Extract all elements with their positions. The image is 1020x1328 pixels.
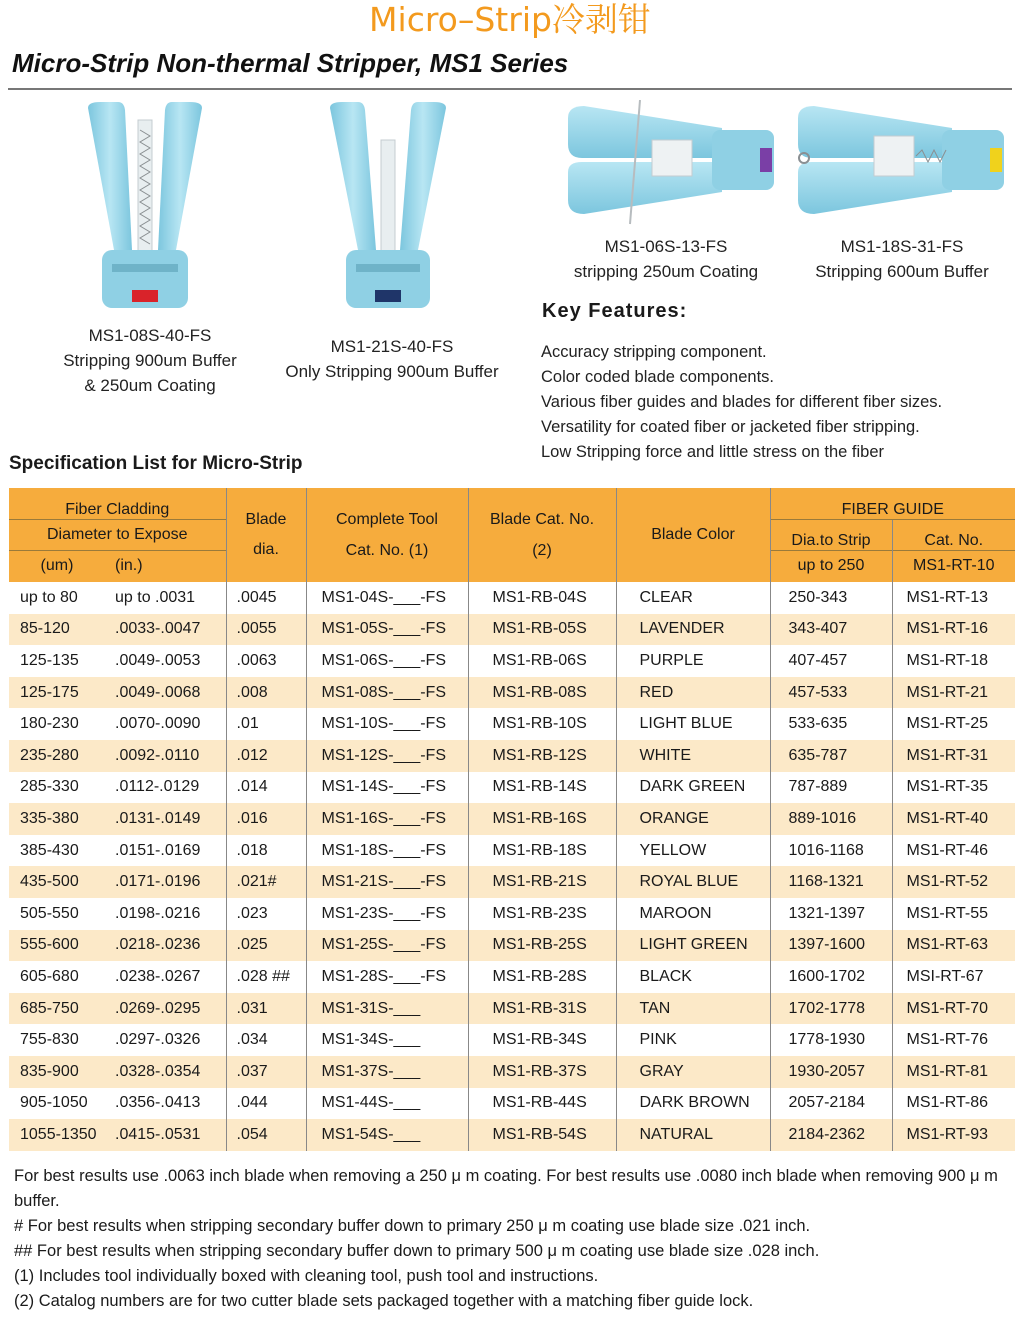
cell-complete-tool-cat: MS1-10S-___-FS — [306, 708, 468, 740]
cell-dia-to-strip: 635-787 — [770, 740, 892, 772]
feature-item: Various fiber guides and blades for different fiber sizes. — [541, 393, 943, 411]
cell-dia-to-strip: 1321-1397 — [770, 898, 892, 930]
cell-dia-to-strip: 787-889 — [770, 772, 892, 804]
cell-guide-cat: MS1-RT-46 — [892, 835, 1015, 867]
cell-guide-cat: MS1-RT-40 — [892, 803, 1015, 835]
table-row — [9, 803, 1015, 835]
tool-model: MS1-21S-40-FS — [330, 337, 454, 356]
header-fiber-guide: FIBER GUIDE — [770, 488, 1015, 519]
cell-cladding-in: .0131-.0149 — [105, 803, 226, 835]
cell-guide-cat: MS1-RT-86 — [892, 1088, 1015, 1120]
cell-complete-tool-cat: MS1-14S-___-FS — [306, 772, 468, 804]
cell-cladding-um: 125-175 — [9, 677, 105, 709]
cell-blade-color: ROYAL BLUE — [616, 866, 770, 898]
tool-caption-3 — [556, 234, 776, 284]
cell-blade-cat: MS1-RB-08S — [468, 677, 616, 709]
table-row — [9, 1056, 1015, 1088]
blade-color-marker — [990, 148, 1002, 172]
header-blade-cat-line1: Blade Cat. No. — [489, 511, 595, 528]
cell-blade-color: DARK GREEN — [616, 772, 770, 804]
cell-complete-tool-cat: MS1-25S-___-FS — [306, 930, 468, 962]
footnote: # For best results when stripping secondary buffer down to primary 250 μ m coating use blade size .021 inch. — [14, 1217, 811, 1235]
spec-table — [9, 488, 1015, 1151]
cell-blade-color: GRAY — [616, 1056, 770, 1088]
cell-cladding-um: 285-330 — [9, 772, 105, 804]
cell-blade-color: RED — [616, 677, 770, 709]
footnote: For best results use .0063 inch blade when removing a 250 μ m coating. For best results use .0080 inch blade when removing 900 μ m buffer. — [14, 1167, 998, 1210]
cell-blade-dia: .023 — [226, 898, 306, 930]
table-row — [9, 1024, 1015, 1056]
cell-blade-cat: MS1-RB-21S — [468, 866, 616, 898]
header-blade-dia-line2: dia. — [253, 541, 279, 558]
cell-blade-color: DARK BROWN — [616, 1088, 770, 1120]
cell-complete-tool-cat: MS1-34S-___ — [306, 1024, 468, 1056]
spec-table-body — [9, 582, 1015, 1151]
cell-blade-cat: MS1-RB-37S — [468, 1056, 616, 1088]
tool-model: MS1-06S-13-FS — [604, 237, 728, 256]
cell-blade-color: LIGHT GREEN — [616, 930, 770, 962]
cell-blade-dia: .037 — [226, 1056, 306, 1088]
cell-blade-dia: .054 — [226, 1119, 306, 1151]
cell-cladding-um: 835-900 — [9, 1056, 105, 1088]
header-blade-cat — [468, 488, 616, 582]
cell-blade-color: YELLOW — [616, 835, 770, 867]
header-up-to-250: up to 250 — [770, 550, 892, 582]
cell-complete-tool-cat: MS1-04S-___-FS — [306, 582, 468, 614]
cell-complete-tool-cat: MS1-54S-___ — [306, 1119, 468, 1151]
table-row — [9, 866, 1015, 898]
tool-description: Only Stripping 900um Buffer — [285, 362, 499, 381]
cell-complete-tool-cat: MS1-44S-___ — [306, 1088, 468, 1120]
header-blade-color: Blade Color — [616, 488, 770, 582]
cell-blade-dia: .0063 — [226, 645, 306, 677]
tool-description: Stripping 900um Buffer — [63, 351, 237, 370]
cell-complete-tool-cat: MS1-23S-___-FS — [306, 898, 468, 930]
cell-cladding-um: up to 80 — [9, 582, 105, 614]
cell-blade-cat: MS1-RB-31S — [468, 993, 616, 1025]
table-row — [9, 1119, 1015, 1151]
cell-dia-to-strip: 1600-1702 — [770, 961, 892, 993]
cell-complete-tool-cat: MS1-08S-___-FS — [306, 677, 468, 709]
cell-cladding-um: 555-600 — [9, 930, 105, 962]
cell-dia-to-strip: 1702-1778 — [770, 993, 892, 1025]
cell-complete-tool-cat: MS1-05S-___-FS — [306, 614, 468, 646]
cell-dia-to-strip: 457-533 — [770, 677, 892, 709]
tool-description: & 250um Coating — [84, 376, 216, 395]
cell-guide-cat: MS1-RT-76 — [892, 1024, 1015, 1056]
tool-description: stripping 250um Coating — [573, 262, 759, 281]
cell-blade-color: NATURAL — [616, 1119, 770, 1151]
header-blade-cat-line2: (2) — [532, 542, 552, 559]
table-row — [9, 645, 1015, 677]
header-cat-no-value: MS1-RT-10 — [892, 550, 1015, 582]
cell-cladding-in: .0070-.0090 — [105, 708, 226, 740]
cell-blade-cat: MS1-RB-44S — [468, 1088, 616, 1120]
cell-blade-cat: MS1-RB-14S — [468, 772, 616, 804]
cell-cladding-in: .0049-.0053 — [105, 645, 226, 677]
cell-cladding-in: .0269-.0295 — [105, 993, 226, 1025]
cell-dia-to-strip: 1168-1321 — [770, 866, 892, 898]
cell-cladding-in: .0049-.0068 — [105, 677, 226, 709]
cell-blade-cat: MS1-RB-54S — [468, 1119, 616, 1151]
feature-item: Versatility for coated fiber or jacketed fiber stripping. — [541, 418, 920, 436]
cell-blade-color: MAROON — [616, 898, 770, 930]
cell-cladding-um: 1055-1350 — [9, 1119, 105, 1151]
cell-cladding-um: 505-550 — [9, 898, 105, 930]
cell-cladding-in: .0151-.0169 — [105, 835, 226, 867]
cell-blade-color: BLACK — [616, 961, 770, 993]
feature-item: Accuracy stripping component. — [541, 343, 767, 361]
cell-blade-cat: MS1-RB-28S — [468, 961, 616, 993]
cell-blade-dia: .034 — [226, 1024, 306, 1056]
cell-cladding-um: 905-1050 — [9, 1088, 105, 1120]
header-blade-dia — [226, 488, 306, 582]
cell-cladding-in: .0356-.0413 — [105, 1088, 226, 1120]
cell-cladding-um: 755-830 — [9, 1024, 105, 1056]
cell-guide-cat: MS1-RT-93 — [892, 1119, 1015, 1151]
header-dia-to-strip: Dia.to Strip — [770, 519, 892, 550]
cell-dia-to-strip: 343-407 — [770, 614, 892, 646]
table-row — [9, 740, 1015, 772]
cell-guide-cat: MS1-RT-25 — [892, 708, 1015, 740]
cell-cladding-in: .0297-.0326 — [105, 1024, 226, 1056]
header-diameter-to-expose: Diameter to Expose — [9, 519, 226, 550]
cell-dia-to-strip: 250-343 — [770, 582, 892, 614]
header-in: (in.) — [105, 550, 226, 582]
cell-cladding-um: 235-280 — [9, 740, 105, 772]
header-complete-tool-line2: Cat. No. (1) — [345, 542, 429, 559]
cell-cladding-um: 685-750 — [9, 993, 105, 1025]
footnotes — [14, 1164, 1014, 1314]
cell-cladding-um: 125-135 — [9, 645, 105, 677]
table-row — [9, 772, 1015, 804]
cell-cladding-um: 335-380 — [9, 803, 105, 835]
cell-blade-dia: .044 — [226, 1088, 306, 1120]
cell-cladding-in: .0238-.0267 — [105, 961, 226, 993]
cell-blade-dia: .031 — [226, 993, 306, 1025]
header-complete-tool — [306, 488, 468, 582]
blade-color-marker — [132, 290, 158, 302]
cell-cladding-in: .0328-.0354 — [105, 1056, 226, 1088]
cell-dia-to-strip: 1016-1168 — [770, 835, 892, 867]
tool-caption-1 — [30, 323, 270, 398]
cell-cladding-in: .0218-.0236 — [105, 930, 226, 962]
cell-dia-to-strip: 533-635 — [770, 708, 892, 740]
cell-guide-cat: MS1-RT-63 — [892, 930, 1015, 962]
table-row — [9, 961, 1015, 993]
table-row — [9, 930, 1015, 962]
cell-blade-color: LIGHT BLUE — [616, 708, 770, 740]
cell-blade-color: LAVENDER — [616, 614, 770, 646]
cell-blade-cat: MS1-RB-18S — [468, 835, 616, 867]
cell-blade-dia: .012 — [226, 740, 306, 772]
table-row — [9, 614, 1015, 646]
tool-image-ms1-21s — [318, 100, 458, 315]
cell-blade-dia: .016 — [226, 803, 306, 835]
cell-blade-dia: .0045 — [226, 582, 306, 614]
title-divider — [8, 88, 1012, 90]
cell-blade-color: WHITE — [616, 740, 770, 772]
table-row — [9, 1088, 1015, 1120]
cell-cladding-in: .0415-.0531 — [105, 1119, 226, 1151]
table-row — [9, 582, 1015, 614]
cell-blade-cat: MS1-RB-06S — [468, 645, 616, 677]
cell-complete-tool-cat: MS1-28S-___-FS — [306, 961, 468, 993]
table-row — [9, 708, 1015, 740]
cell-blade-color: TAN — [616, 993, 770, 1025]
cell-guide-cat: MSI-RT-67 — [892, 961, 1015, 993]
cell-dia-to-strip: 1930-2057 — [770, 1056, 892, 1088]
cell-blade-dia: .014 — [226, 772, 306, 804]
cell-blade-dia: .021# — [226, 866, 306, 898]
cell-guide-cat: MS1-RT-31 — [892, 740, 1015, 772]
product-subtitle: Micro-Strip Non-thermal Stripper, MS1 Series — [12, 48, 569, 78]
cell-dia-to-strip: 1778-1930 — [770, 1024, 892, 1056]
footnote: (1) Includes tool individually boxed with cleaning tool, push tool and instructions. — [14, 1267, 599, 1285]
cell-blade-dia: .0055 — [226, 614, 306, 646]
cell-cladding-in: .0092-.0110 — [105, 740, 226, 772]
cell-complete-tool-cat: MS1-16S-___-FS — [306, 803, 468, 835]
cell-complete-tool-cat: MS1-18S-___-FS — [306, 835, 468, 867]
spec-list-title: Specification List for Micro-Strip — [9, 453, 303, 474]
cell-dia-to-strip: 407-457 — [770, 645, 892, 677]
footnote: (2) Catalog numbers are for two cutter blade sets packaged together with a matching fiber guide lock. — [14, 1292, 754, 1310]
key-features-heading: Key Features: — [542, 300, 688, 322]
cell-cladding-um: 605-680 — [9, 961, 105, 993]
cell-dia-to-strip: 1397-1600 — [770, 930, 892, 962]
cell-cladding-in: .0198-.0216 — [105, 898, 226, 930]
tool-image-ms1-18s — [792, 100, 1012, 225]
cell-blade-color: ORANGE — [616, 803, 770, 835]
cell-blade-cat: MS1-RB-25S — [468, 930, 616, 962]
tool-image-ms1-06s — [562, 100, 782, 225]
cell-complete-tool-cat: MS1-31S-___ — [306, 993, 468, 1025]
cell-guide-cat: MS1-RT-21 — [892, 677, 1015, 709]
tool-description: Stripping 600um Buffer — [815, 262, 989, 281]
cell-complete-tool-cat: MS1-12S-___-FS — [306, 740, 468, 772]
cell-cladding-um: 85-120 — [9, 614, 105, 646]
cell-blade-color: CLEAR — [616, 582, 770, 614]
cell-blade-color: PURPLE — [616, 645, 770, 677]
header-um: (um) — [9, 550, 105, 582]
cell-cladding-um: 180-230 — [9, 708, 105, 740]
cell-guide-cat: MS1-RT-35 — [892, 772, 1015, 804]
table-row — [9, 835, 1015, 867]
cell-complete-tool-cat: MS1-37S-___ — [306, 1056, 468, 1088]
cell-blade-cat: MS1-RB-10S — [468, 708, 616, 740]
tool-model: MS1-18S-31-FS — [840, 237, 964, 256]
header-complete-tool-line1: Complete Tool — [336, 511, 438, 528]
cell-cladding-in: .0112-.0129 — [105, 772, 226, 804]
cell-guide-cat: MS1-RT-70 — [892, 993, 1015, 1025]
cell-dia-to-strip: 2184-2362 — [770, 1119, 892, 1151]
page-title: Micro–Strip冷剥钳 — [369, 0, 651, 39]
cell-dia-to-strip: 889-1016 — [770, 803, 892, 835]
key-features-list — [541, 340, 942, 465]
cell-complete-tool-cat: MS1-06S-___-FS — [306, 645, 468, 677]
header-fiber-cladding: Fiber Cladding — [9, 488, 226, 519]
cell-blade-color: PINK — [616, 1024, 770, 1056]
cell-blade-dia: .025 — [226, 930, 306, 962]
cell-cladding-in: .0033-.0047 — [105, 614, 226, 646]
tool-image-ms1-08s — [70, 100, 220, 315]
table-row — [9, 677, 1015, 709]
header-blade-dia-line1: Blade — [245, 511, 287, 528]
feature-item: Low Stripping force and little stress on the fiber — [541, 443, 885, 461]
cell-blade-dia: .008 — [226, 677, 306, 709]
blade-color-marker — [375, 290, 401, 302]
cell-guide-cat: MS1-RT-16 — [892, 614, 1015, 646]
cell-dia-to-strip: 2057-2184 — [770, 1088, 892, 1120]
footnote: ## For best results when stripping secondary buffer down to primary 500 μ m coating use blade size .028 inch. — [14, 1242, 820, 1260]
cell-blade-cat: MS1-RB-12S — [468, 740, 616, 772]
cell-blade-cat: MS1-RB-34S — [468, 1024, 616, 1056]
cell-cladding-um: 435-500 — [9, 866, 105, 898]
cell-cladding-in: .0171-.0196 — [105, 866, 226, 898]
tool-caption-4 — [796, 234, 1008, 284]
cell-blade-dia: .01 — [226, 708, 306, 740]
cell-guide-cat: MS1-RT-52 — [892, 866, 1015, 898]
table-row — [9, 898, 1015, 930]
cell-complete-tool-cat: MS1-21S-___-FS — [306, 866, 468, 898]
feature-item: Color coded blade components. — [541, 368, 774, 386]
cell-blade-cat: MS1-RB-16S — [468, 803, 616, 835]
cell-guide-cat: MS1-RT-55 — [892, 898, 1015, 930]
cell-cladding-in: up to .0031 — [105, 582, 226, 614]
tool-model: MS1-08S-40-FS — [88, 326, 212, 345]
header-cat-no: Cat. No. — [892, 519, 1015, 550]
cell-guide-cat: MS1-RT-81 — [892, 1056, 1015, 1088]
tool-caption-2 — [268, 334, 516, 384]
cell-cladding-um: 385-430 — [9, 835, 105, 867]
cell-guide-cat: MS1-RT-13 — [892, 582, 1015, 614]
cell-blade-cat: MS1-RB-04S — [468, 582, 616, 614]
cell-blade-dia: .018 — [226, 835, 306, 867]
table-row — [9, 993, 1015, 1025]
cell-guide-cat: MS1-RT-18 — [892, 645, 1015, 677]
cell-blade-cat: MS1-RB-23S — [468, 898, 616, 930]
blade-color-marker — [760, 148, 772, 172]
cell-blade-cat: MS1-RB-05S — [468, 614, 616, 646]
cell-blade-dia: .028 ## — [226, 961, 306, 993]
